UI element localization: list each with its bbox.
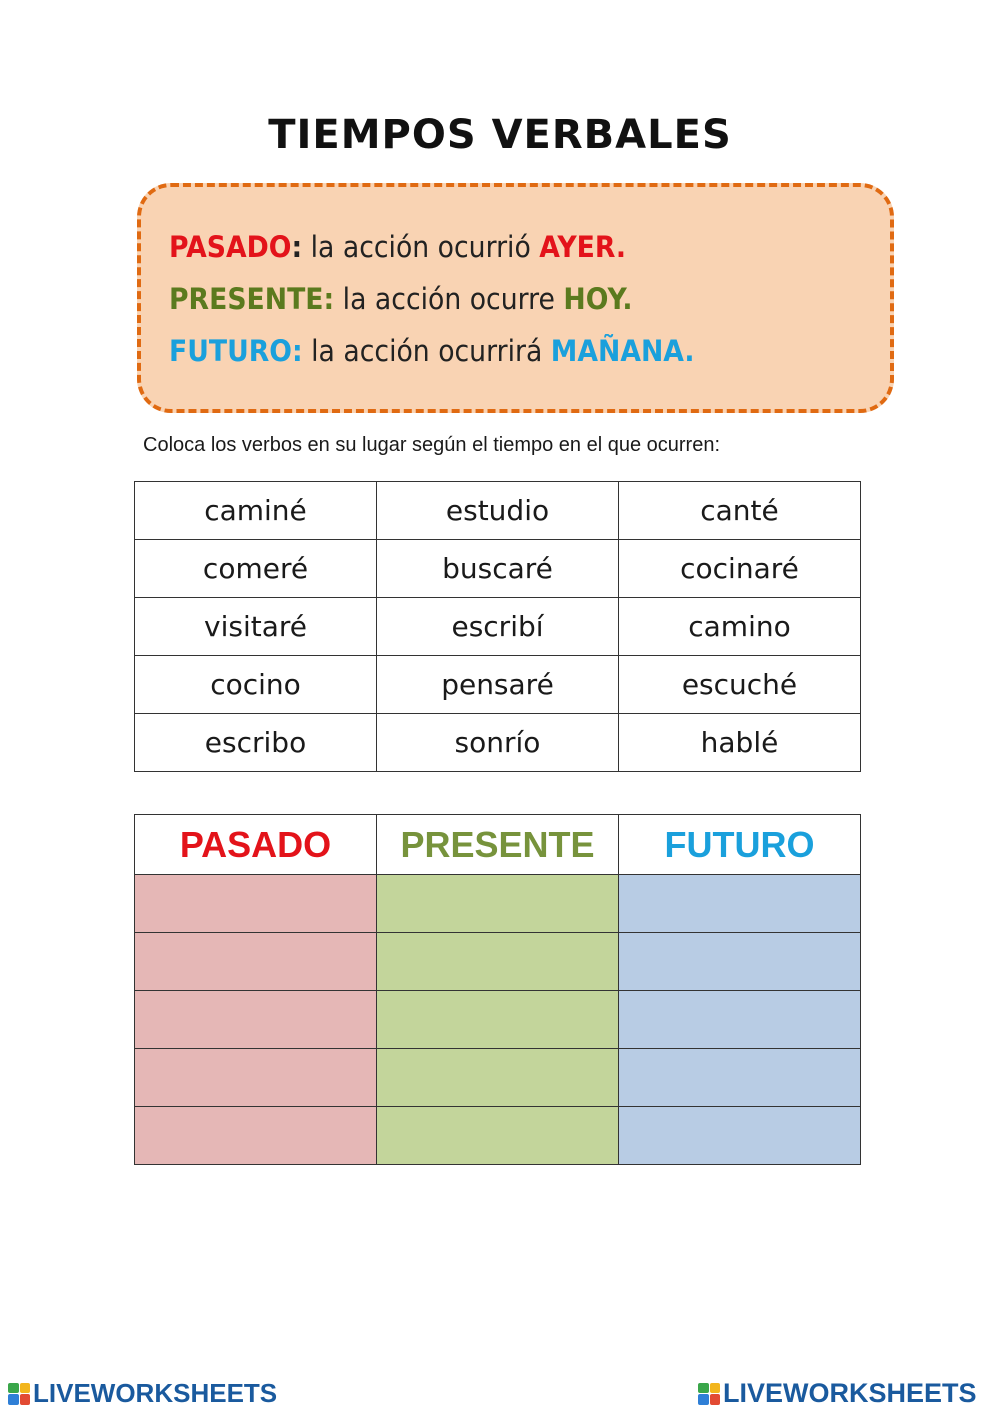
answer-header-row (135, 815, 861, 875)
answer-slot-future[interactable] (619, 991, 861, 1049)
time-past: AYER. (539, 230, 627, 264)
verb-cell[interactable]: buscaré (377, 540, 619, 598)
answer-slot-future[interactable] (619, 933, 861, 991)
verb-cell[interactable]: caminé (135, 482, 377, 540)
answer-slot-future[interactable] (619, 875, 861, 933)
footer-logo-right (698, 1378, 977, 1409)
verb-row (135, 540, 861, 598)
verb-cell[interactable]: cocino (135, 656, 377, 714)
answer-slot-present[interactable] (377, 933, 619, 991)
answer-slot-present[interactable] (377, 875, 619, 933)
header-future: FUTURO (619, 815, 861, 875)
verb-bank-table (134, 481, 861, 772)
footer-logo-left (8, 1378, 277, 1409)
answer-row (135, 991, 861, 1049)
brand-name: LIVEWORKSHEETS (33, 1378, 278, 1408)
definition-past (169, 230, 626, 264)
verb-cell[interactable]: escribí (377, 598, 619, 656)
verb-row (135, 482, 861, 540)
brand-name: LIVEWORKSHEETS (723, 1378, 977, 1408)
verb-cell[interactable]: cocinaré (619, 540, 861, 598)
verb-cell[interactable]: camino (619, 598, 861, 656)
answer-slot-past[interactable] (135, 1049, 377, 1107)
time-present: HOY. (563, 282, 633, 316)
page-title: TIEMPOS VERBALES (268, 112, 732, 158)
verb-cell[interactable]: canté (619, 482, 861, 540)
keyword-present: PRESENTE: (169, 282, 335, 316)
verb-cell[interactable]: estudio (377, 482, 619, 540)
instruction-text: Coloca los verbos en su lugar según el tiempo en el que ocurren: (143, 434, 721, 456)
answer-slot-present[interactable] (377, 1107, 619, 1165)
time-future: MAÑANA. (550, 334, 695, 368)
answer-slot-past[interactable] (135, 1107, 377, 1165)
liveworksheets-logo-icon (698, 1383, 720, 1405)
definitions-box (137, 183, 894, 413)
answer-slot-past[interactable] (135, 991, 377, 1049)
answer-slot-past[interactable] (135, 933, 377, 991)
answer-slot-future[interactable] (619, 1049, 861, 1107)
definition-present-text: la acción ocurre (334, 282, 564, 316)
keyword-future: FUTURO: (169, 334, 303, 368)
header-past: PASADO (135, 815, 377, 875)
verb-row (135, 598, 861, 656)
answer-slot-past[interactable] (135, 875, 377, 933)
definition-present (169, 282, 633, 316)
header-present: PRESENTE (377, 815, 619, 875)
answer-row (135, 933, 861, 991)
liveworksheets-logo-icon (8, 1383, 30, 1405)
definition-future-text: la acción ocurrirá (302, 334, 551, 368)
verb-cell[interactable]: hablé (619, 714, 861, 772)
answer-row (135, 1049, 861, 1107)
verb-row (135, 656, 861, 714)
definition-future (169, 334, 695, 368)
verb-cell[interactable]: visitaré (135, 598, 377, 656)
verb-cell[interactable]: escuché (619, 656, 861, 714)
verb-cell[interactable]: comeré (135, 540, 377, 598)
answer-table (134, 814, 861, 1165)
verb-cell[interactable]: escribo (135, 714, 377, 772)
answer-slot-future[interactable] (619, 1107, 861, 1165)
answer-row (135, 1107, 861, 1165)
verb-cell[interactable]: sonrío (377, 714, 619, 772)
answer-slot-present[interactable] (377, 991, 619, 1049)
answer-slot-present[interactable] (377, 1049, 619, 1107)
verb-row (135, 714, 861, 772)
verb-cell[interactable]: pensaré (377, 656, 619, 714)
definition-past-text: la acción ocurrió (302, 230, 540, 264)
colon: : (291, 230, 303, 264)
keyword-past: PASADO (169, 230, 292, 264)
answer-row (135, 875, 861, 933)
